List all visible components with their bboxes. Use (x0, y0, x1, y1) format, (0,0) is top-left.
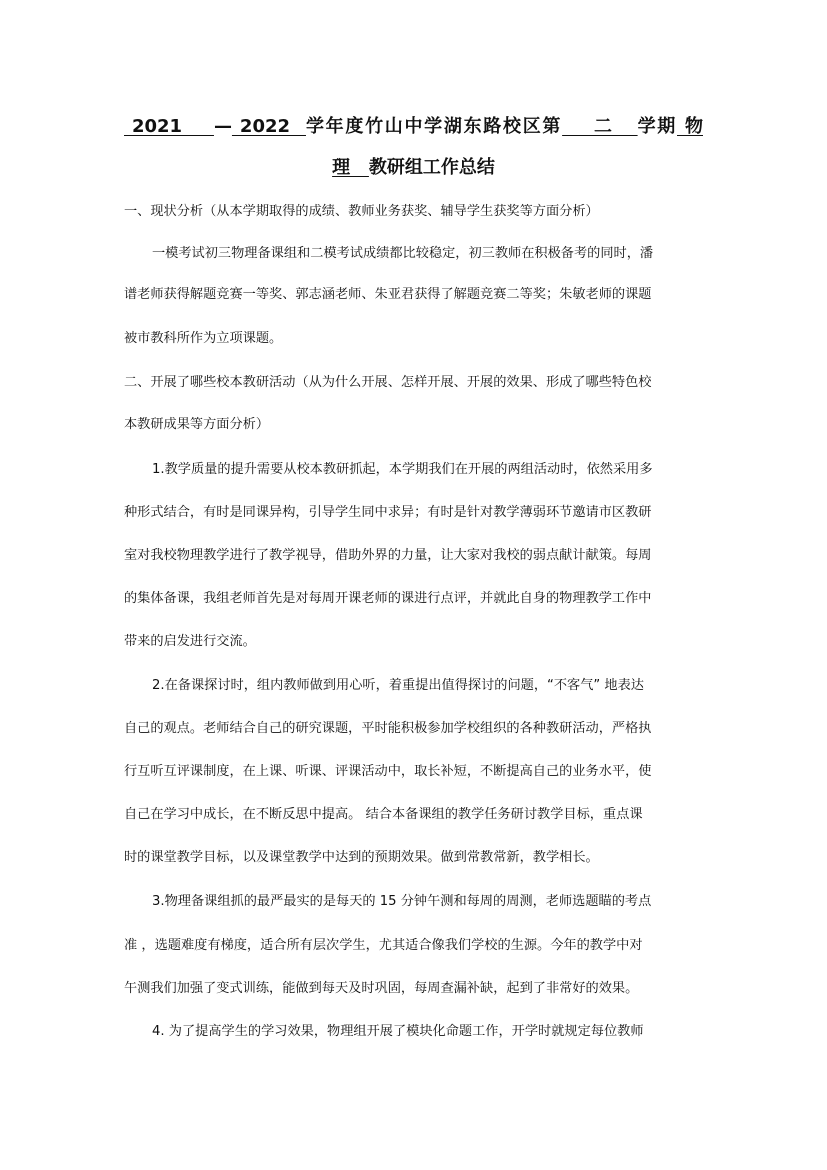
section-heading-2: 二、开展了哪些校本教研活动（从为什么开展、怎样开展、开展的效果、形成了哪些特色校 (124, 375, 652, 390)
paragraph-line: 种形式结合，有时是同课异构，引导学生同中求异；有时是针对教学薄弱环节邀请市区教研 (124, 505, 652, 520)
section-heading-2-cont: 本教研成果等方面分析） (124, 417, 270, 432)
paragraph-line: 自己在学习中成长，在不断反思中提高。 结合本备课组的教学任务研讨教学目标，重点课 (124, 807, 643, 822)
paragraph-line: 准 ，选题难度有梯度，适合所有层次学生，尤其适合像我们学校的生源。今年的教学中对 (124, 938, 643, 953)
paragraph-line: 4. 为了提高学生的学习效果，物理组开展了模块化命题工作，开学时就规定每位教师 (152, 1024, 644, 1039)
title-year-start: 2021 (124, 116, 214, 137)
section-heading-1: 一、现状分析（从本学期取得的成绩、教师业务获奖、辅导学生获奖等方面分析） (124, 204, 599, 219)
paragraph-line: 3.物理备课组抓的最严最实的是每天的 15 分钟午测和每周的周测，老师选题瞄的考点 (152, 894, 652, 909)
paragraph-line: 室对我校物理教学进行了教学视导，借助外界的力量，让大家对我校的弱点献计献策。每周 (124, 548, 652, 563)
paragraph-line: 谱老师获得解题竞赛一等奖、郭志涵老师、朱亚君获得了解题竞赛二等奖；朱敏老师的课题 (124, 287, 652, 302)
document-title-line-1 (124, 113, 703, 141)
paragraph-line: 2.在备课探讨时，组内教师做到用心听，着重提出值得探讨的问题，“不客气” 地表达 (152, 678, 644, 693)
paragraph-line: 时的课堂教学目标，以及课堂教学中达到的预期效果。做到常教常新，教学相长。 (124, 850, 599, 865)
paragraph-line: 带来的启发进行交流。 (124, 634, 256, 649)
paragraph-line: 1.教学质量的提升需要从校本教研抓起，本学期我们在开展的两组活动时，依然采用多 (152, 462, 653, 477)
paragraph-line: 午测我们加强了变式训练，能做到每天及时巩固，每周查漏补缺，起到了非常好的效果。 (124, 981, 639, 996)
title-school: 学年度竹山中学湖东路校区第 (305, 116, 563, 137)
title-year-end: 2022 (231, 116, 306, 137)
paragraph-line: 被市教科所作为立项课题。 (124, 331, 283, 346)
document-title-line-2 (124, 154, 703, 182)
paragraph-line: 的集体备课，我组老师首先是对每周开课老师的课进行点评，并就此自身的物理教学工作中 (124, 591, 652, 606)
title-subject-part-1: 物 (677, 116, 703, 137)
title-suffix: 教研组工作总结 (368, 157, 495, 178)
paragraph-line: 行互听互评课制度，在上课、听课、评课活动中，取长补短，不断提高自己的业务水平，使 (124, 764, 652, 779)
paragraph-line: 一模考试初三物理备课组和二模考试成绩都比较稳定，初三教师在积极备考的同时，潘 (152, 246, 654, 261)
title-semester-number: 二 (562, 116, 638, 137)
paragraph-line: 自己的观点。老师结合自己的研究课题，平时能积极参加学校组织的各种教研活动，严格执 (124, 721, 652, 736)
title-subject-part-2: 理 (332, 157, 369, 178)
title-dash: — (213, 116, 232, 137)
title-semester-label: 学期 (637, 116, 678, 137)
